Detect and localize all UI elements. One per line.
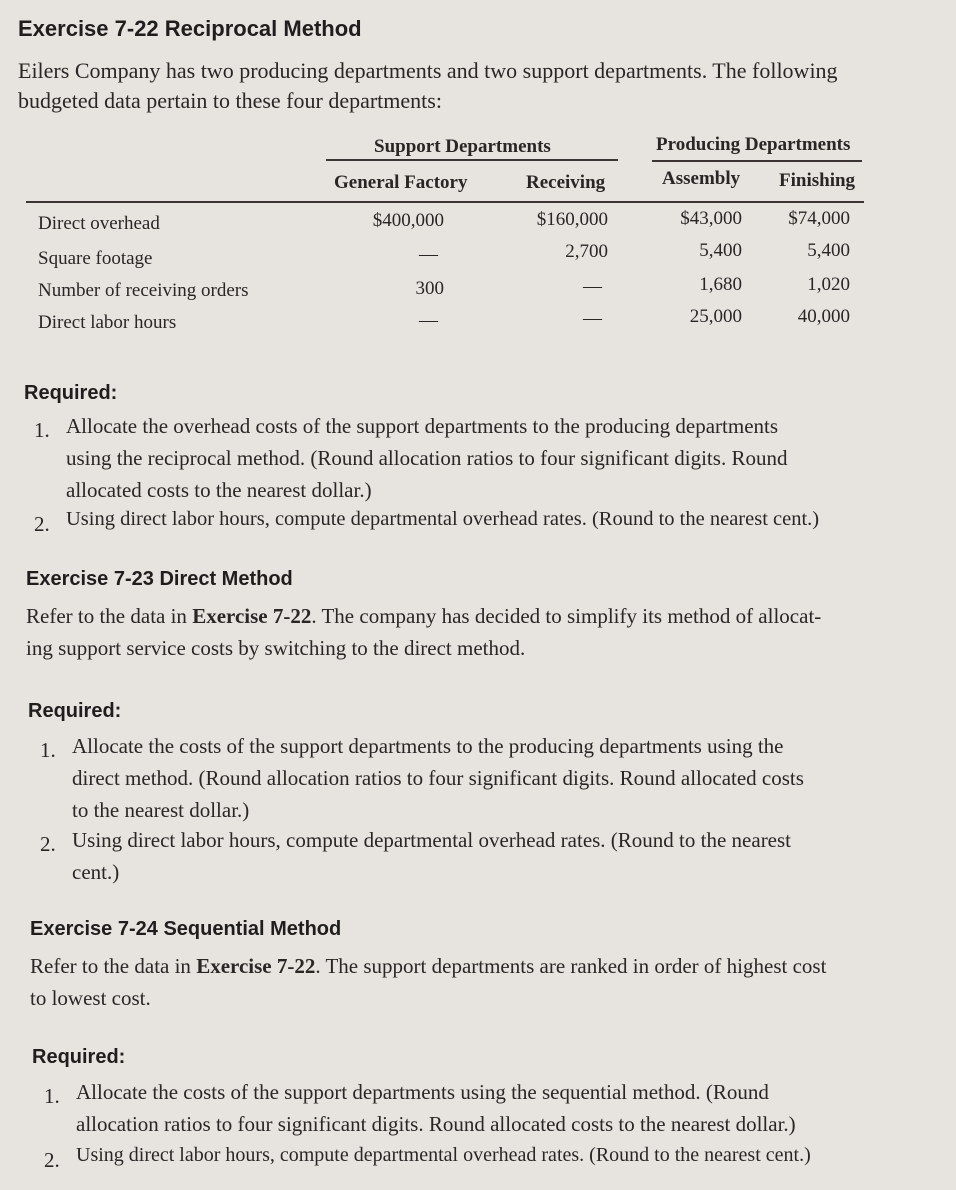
cell-overhead-finishing: $74,000 xyxy=(788,208,850,229)
header-rule xyxy=(26,201,864,203)
ex23-req1-line3: to the nearest dollar.) xyxy=(72,798,250,822)
ex24-req2-number: 2. xyxy=(44,1148,60,1172)
ex22-req2-number: 2. xyxy=(34,512,50,536)
cell-overhead-assembly: $43,000 xyxy=(680,208,742,229)
col-header-general-factory: General Factory xyxy=(334,172,468,193)
ex24-intro-line1 xyxy=(30,954,826,979)
cell-overhead-receiving: $160,000 xyxy=(536,209,608,230)
ex22-req1-line2: using the reciprocal method. (Round allocation ratios to four significant digits. Round xyxy=(66,446,788,470)
ex22-req1-number: 1. xyxy=(34,418,50,442)
cell-dlh-finishing: 40,000 xyxy=(797,306,850,327)
cell-orders-general-factory: 300 xyxy=(415,278,444,299)
cell-sqft-receiving: 2,700 xyxy=(565,241,608,262)
ex22-required-label: Required: xyxy=(24,382,118,404)
ex23-intro-line1 xyxy=(26,604,821,629)
group-rule-producing xyxy=(652,160,862,162)
row-label-direct-labor-hours: Direct labor hours xyxy=(38,312,177,333)
cell-sqft-assembly: 5,400 xyxy=(699,240,742,261)
ex23-req1-line1: Allocate the costs of the support departments to the producing departments using the xyxy=(72,734,784,758)
ex23-intro-pre: Refer to the data in xyxy=(26,604,193,628)
row-label-direct-overhead: Direct overhead xyxy=(38,213,160,234)
ex24-req1-number: 1. xyxy=(44,1084,60,1108)
col-header-receiving: Receiving xyxy=(526,172,606,193)
ex24-title: Exercise 7-24 Sequential Method xyxy=(30,918,342,940)
ex23-intro-line2: ing support service costs by switching to the direct method. xyxy=(26,636,526,660)
ex23-req1-number: 1. xyxy=(40,738,56,762)
cell-sqft-general-factory: — xyxy=(419,244,438,265)
group-header-producing: Producing Departments xyxy=(656,134,851,155)
ex24-intro-ref: Exercise 7-22 xyxy=(196,954,316,978)
ex23-intro-ref: Exercise 7-22 xyxy=(192,604,312,628)
ex24-required-label: Required: xyxy=(32,1046,126,1068)
row-label-square-footage: Square footage xyxy=(38,248,153,269)
cell-sqft-finishing: 5,400 xyxy=(807,240,850,261)
ex23-req2-number: 2. xyxy=(40,832,56,856)
ex24-intro-post: . The support departments are ranked in order of highest cost xyxy=(315,954,827,978)
ex23-required-label: Required: xyxy=(28,700,122,722)
ex24-req1-line2: allocation ratios to four significant digits. Round allocated costs to the nearest dollar.) xyxy=(76,1112,796,1136)
cell-dlh-general-factory: — xyxy=(419,310,438,331)
ex22-intro-line2: budgeted data pertain to these four departments: xyxy=(18,88,442,113)
ex24-req1-line1: Allocate the costs of the support departments using the sequential method. (Round xyxy=(76,1080,769,1104)
cell-dlh-receiving: — xyxy=(583,308,602,329)
ex24-req2-line: Using direct labor hours, compute departmental overhead rates. (Round to the nearest cent.) xyxy=(76,1144,811,1166)
ex24-intro-line2: to lowest cost. xyxy=(30,986,151,1010)
ex23-req2-line1: Using direct labor hours, compute departmental overhead rates. (Round to the nearest xyxy=(72,828,792,852)
ex23-intro-post: . The company has decided to simplify its method of allocat- xyxy=(311,604,822,628)
ex23-req2-line2: cent.) xyxy=(72,860,120,884)
cell-dlh-assembly: 25,000 xyxy=(689,306,742,327)
cell-orders-finishing: 1,020 xyxy=(807,274,850,295)
group-rule-support xyxy=(326,159,618,161)
row-label-receiving-orders: Number of receiving orders xyxy=(38,280,249,301)
cell-orders-receiving: — xyxy=(583,276,602,297)
ex23-title: Exercise 7-23 Direct Method xyxy=(26,568,293,590)
col-header-finishing: Finishing xyxy=(779,170,856,191)
group-header-support: Support Departments xyxy=(374,136,551,157)
cell-overhead-general-factory: $400,000 xyxy=(372,210,444,231)
ex22-req2-line: Using direct labor hours, compute departmental overhead rates. (Round to the nearest cent.) xyxy=(66,508,820,530)
ex24-intro-pre: Refer to the data in xyxy=(30,954,197,978)
ex22-req1-line3: allocated costs to the nearest dollar.) xyxy=(66,478,372,502)
ex22-intro-line1: Eilers Company has two producing departments and two support departments. The following xyxy=(18,58,838,83)
cell-orders-assembly: 1,680 xyxy=(699,274,742,295)
ex23-req1-line2: direct method. (Round allocation ratios to four significant digits. Round allocated costs xyxy=(72,766,804,790)
ex22-title: Exercise 7-22 Reciprocal Method xyxy=(18,16,362,41)
col-header-assembly: Assembly xyxy=(662,168,741,189)
ex22-req1-line1: Allocate the overhead costs of the support departments to the producing departments xyxy=(66,414,779,438)
